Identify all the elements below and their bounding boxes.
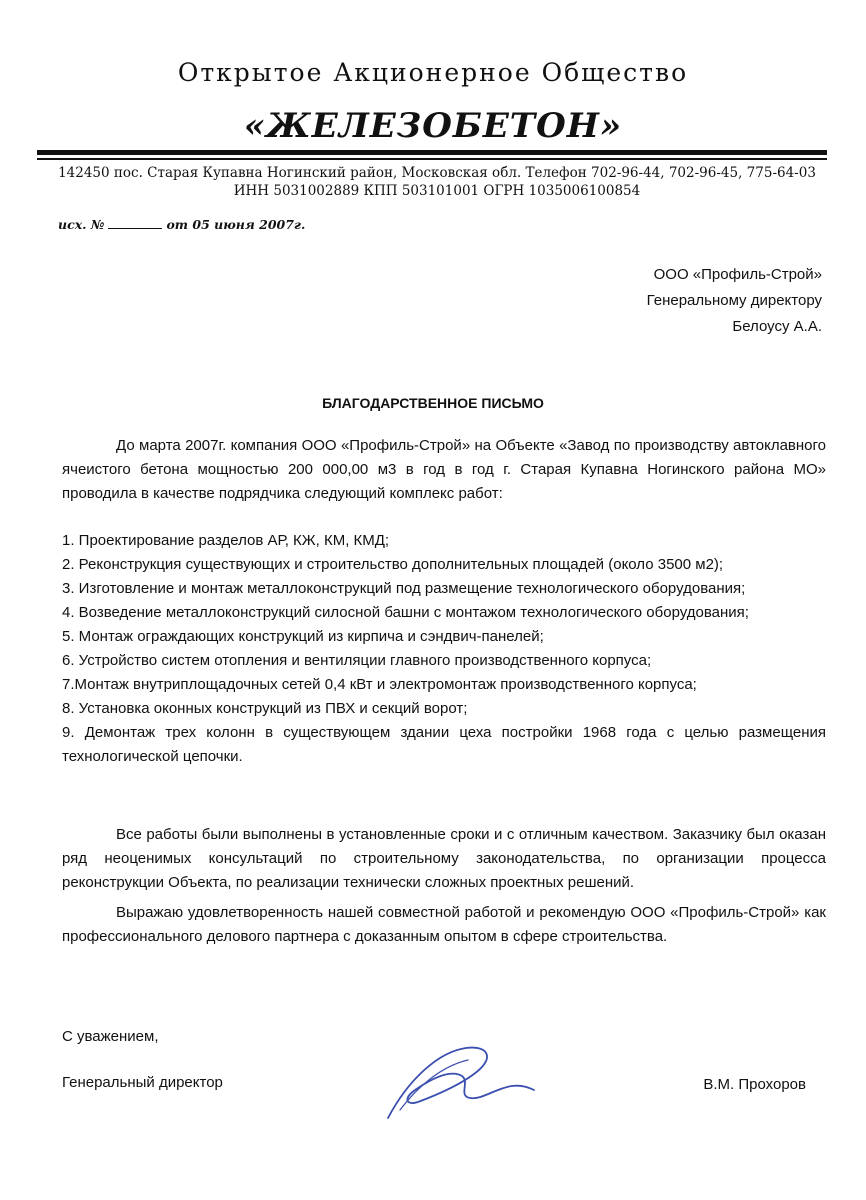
recommendation-paragraph: Выражаю удовлетворенность нашей совместной работой и рекомендую ООО «Профиль-Строй» как профессионального делового партнера с доказанным опытом в сфере строительства. <box>62 904 826 945</box>
list-item: 3. Изготовление и монтаж металлоконструкций под размещение технологического оборудования; <box>62 580 746 597</box>
outgoing-prefix: исх. № <box>58 217 105 232</box>
list-item: 6. Устройство систем отопления и вентиляции главного производственного корпуса; <box>62 652 652 669</box>
works-list <box>62 529 826 769</box>
list-item: 1. Проектирование разделов АР, КЖ, КМ, КМД; <box>62 532 390 549</box>
intro-block <box>62 434 826 506</box>
intro-paragraph: До марта 2007г. компания ООО «Профиль-Строй» на Объекте «Завод по производству автоклавного ячеистого бетона мощностью 200 000,00 м3 в год в год г. Старая Купавна Ногинского района МО» проводила в качестве подрядчика следующий комплекс работ: <box>62 437 826 502</box>
outgoing-number-blank <box>108 218 162 229</box>
company-contacts <box>42 164 832 200</box>
company-name: «ЖЕЛЕЗОБЕТОН» <box>243 106 623 146</box>
list-item: 9. Демонтаж трех колонн в существующем здании цеха постройки 1968 года с целью размещения технологической цепочки. <box>62 724 826 765</box>
list-item: 5. Монтаж ограждающих конструкций из кирпича и сэндвич-панелей; <box>62 628 544 645</box>
letterhead-divider-thick <box>37 150 827 155</box>
signer-position: Генеральный директор <box>62 1074 223 1091</box>
company-requisites: ИНН 5031002889 КПП 503101001 ОГРН 1035006100854 <box>233 183 641 199</box>
signer-name: В.М. Прохоров <box>703 1076 806 1093</box>
document-title: БЛАГОДАРСТВЕННОЕ ПИСЬМО <box>322 395 544 411</box>
list-item: 4. Возведение металлоконструкций силосной башни с монтажом технологического оборудования; <box>62 604 749 621</box>
addressee-name: Белоусу А.А. <box>732 318 822 335</box>
addressee-position: Генеральному директору <box>646 292 822 309</box>
quality-paragraph: Все работы были выполнены в установленные сроки и с отличным качеством. Заказчику был оказан ряд неоценимых консультаций по строительному законодательства, по организации процесса реконструкции Объекта, по реализации технически сложных проектных решений. <box>62 826 826 891</box>
closing-paragraphs <box>62 823 826 949</box>
list-item: 7.Монтаж внутриплощадочных сетей 0,4 кВт и электромонтаж производственного корпуса; <box>62 676 697 693</box>
list-item: 2. Реконструкция существующих и строительство дополнительных площадей (около 3500 м2); <box>62 556 724 573</box>
outgoing-number <box>58 217 305 232</box>
letterhead-divider-thin <box>37 158 827 160</box>
handwritten-signature <box>378 1040 538 1130</box>
addressee-company: ООО «Профиль-Строй» <box>653 266 822 283</box>
company-address: 142450 пос. Старая Купавна Ногинский район, Московская обл. Телефон 702-96-44, 702-96-45, 775-64-03 <box>58 165 816 181</box>
closing-salutation: С уважением, <box>62 1028 159 1045</box>
company-type: Открытое Акционерное Общество <box>177 58 689 87</box>
addressee-block <box>647 262 822 340</box>
list-item: 8. Установка оконных конструкций из ПВХ и секций ворот; <box>62 700 468 717</box>
outgoing-date: от 05 июня 2007г. <box>166 217 306 232</box>
